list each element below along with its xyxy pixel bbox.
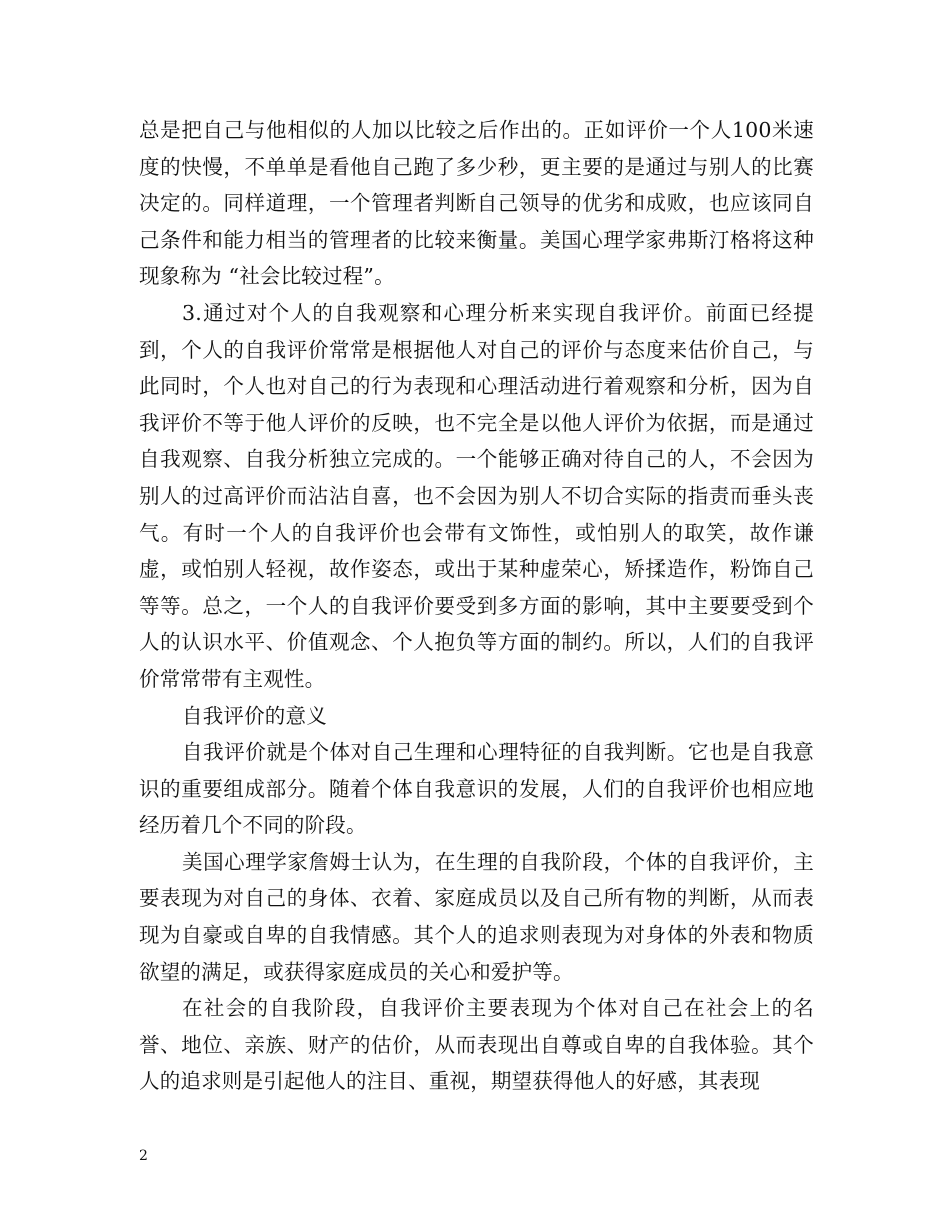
paragraph-social-comparison: 总是把自己与他相似的人加以比较之后作出的。正如评价一个人100米速度的快慢，不单单是看他自己跑了多少秒，更主要的是通过与别人的比赛决定的。同样道理，一个管理者判断自己领导的优劣和成败，也应该同自己条件和能力相当的管理者的比较来衡量。美国心理学家弗斯汀格将这种现象称为 “社会比较过程”。 [139, 118, 814, 289]
paragraph-physical-self: 美国心理学家詹姆士认为，在生理的自我阶段，个体的自我评价，主要表现为对自己的身体、衣着、家庭成员以及自己所有物的判断，从而表现为自豪或自卑的自我情感。其个人的追求则表现为对身体的外表和物质欲望的满足，或获得家庭成员的关心和爱护等。 [139, 849, 814, 984]
paragraph-definition: 自我评价就是个体对自己生理和心理特征的自我判断。它也是自我意识的重要组成部分。随着个体自我意识的发展，人们的自我评价也相应地经历着几个不同的阶段。 [139, 740, 814, 838]
body-text [139, 112, 814, 1100]
page-number: 2 [139, 1148, 148, 1164]
paragraph-self-observation: 3.通过对个人的自我观察和心理分析来实现自我评价。前面已经提到，个人的自我评价常常是根据他人对自己的评价与态度来估价自己，与此同时，个人也对自己的行为表现和心理活动进行着观察和分析，因为自我评价不等于他人评价的反映，也不完全是以他人评价为依据，而是通过自我观察、自我分析独立完成的。一个能够正确对待自己的人，不会因为别人的过高评价而沾沾自喜，也不会因为别人不切合实际的指责而垂头丧气。有时一个人的自我评价也会带有文饰性，或怕别人的取笑，故作谦虚，或怕别人轻视，故作姿态，或出于某种虚荣心，矫揉造作，粉饰自己等等。总之，一个人的自我评价要受到多方面的影响，其中主要要受到个人的认识水平、价值观念、个人抱负等方面的制约。所以，人们的自我评价常常带有主观性。 [139, 300, 814, 691]
paragraph-social-self: 在社会的自我阶段，自我评价主要表现为个体对自己在社会上的名誉、地位、亲族、财产的估价，从而表现出自尊或自卑的自我体验。其个人的追求则是引起他人的注目、重视，期望获得他人的好感，其表现 [139, 996, 814, 1094]
section-heading-meaning: 自我评价的意义 [182, 703, 327, 728]
